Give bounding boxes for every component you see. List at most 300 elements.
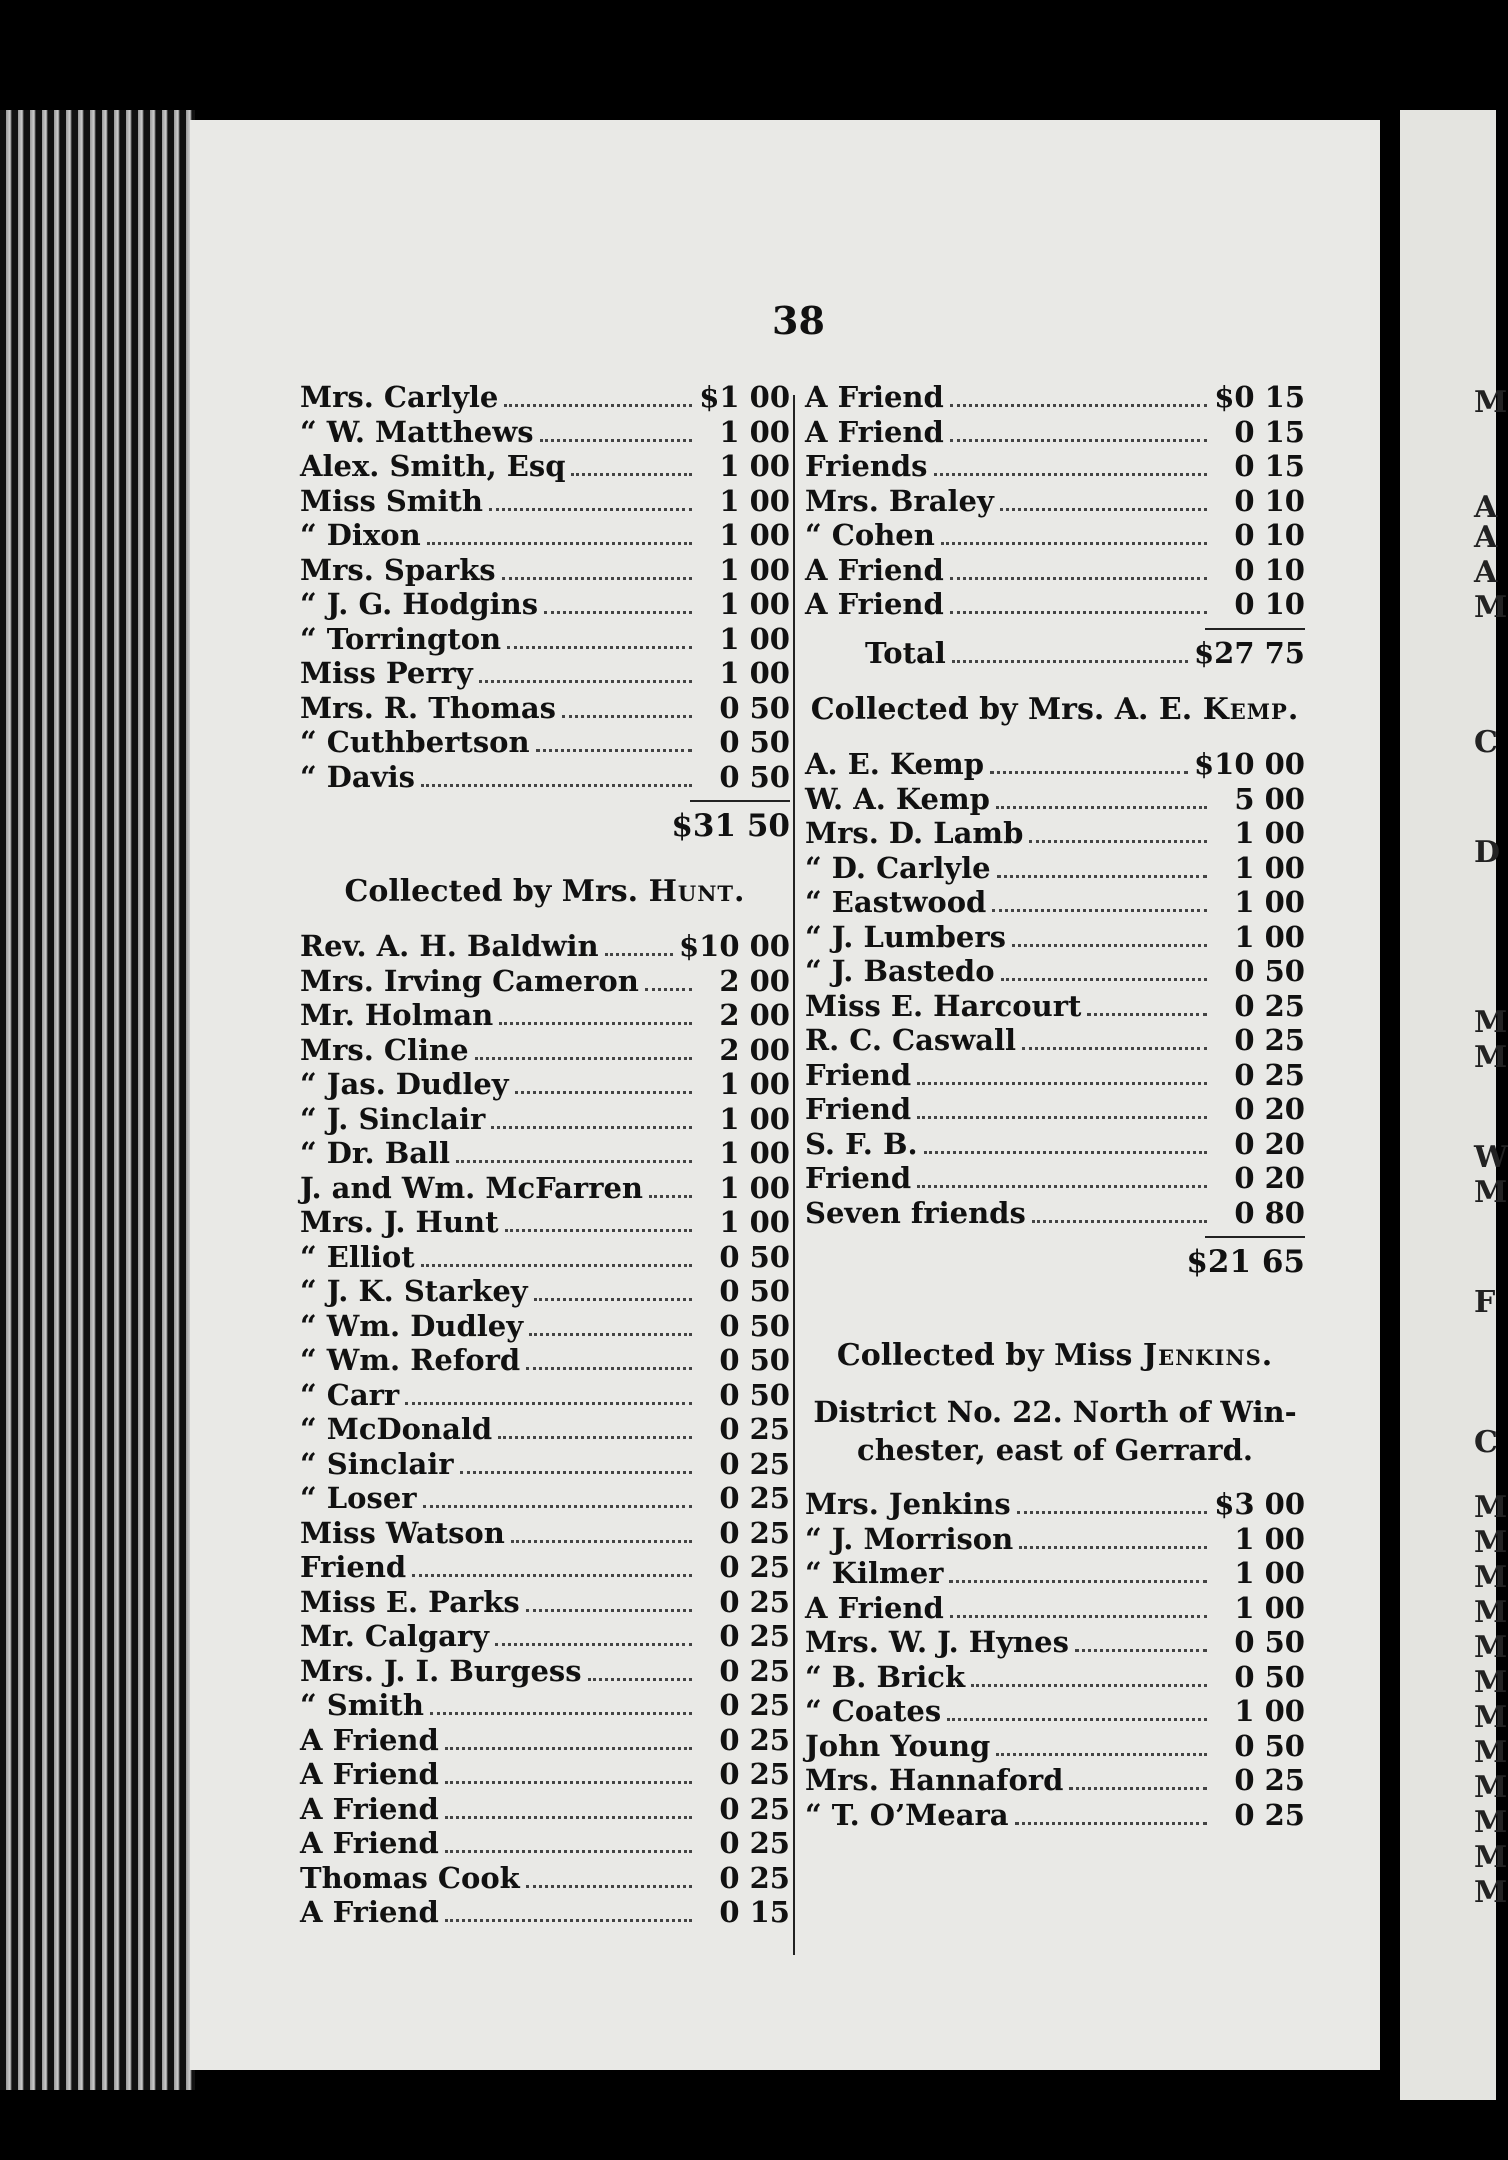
leader-dots: [502, 577, 692, 580]
page-number: 38: [772, 298, 825, 343]
leader-dots: [475, 1057, 692, 1060]
sum-rule: [690, 800, 790, 802]
donor-name: “ Torrington: [300, 621, 502, 656]
donor-name: A Friend: [805, 380, 944, 414]
donor-name: “ Kilmer: [805, 1556, 944, 1590]
facing-page-letter: M: [1474, 1805, 1508, 1840]
donation-amount: 0 25: [719, 1860, 790, 1895]
list-item: [805, 747, 1305, 782]
left-list-2: [300, 929, 790, 1930]
donor-name: Mrs. Sparks: [300, 552, 496, 587]
donor-name: Miss E. Harcourt: [805, 988, 1082, 1023]
donation-amount: 1 00: [719, 1136, 790, 1170]
leader-dots: [971, 1684, 1207, 1687]
donation-amount: 0 25: [719, 1826, 790, 1860]
donation-amount: 0 25: [719, 1791, 790, 1826]
donor-name: “ J. G. Hodgins: [300, 587, 539, 621]
right-group2-total: $21 65: [1186, 1244, 1305, 1280]
right-list-2: [805, 747, 1305, 1230]
leader-dots: [540, 439, 692, 442]
leader-dots: [1000, 508, 1207, 511]
donation-amount: 0 25: [1234, 1763, 1305, 1797]
donation-amount: 0 25: [719, 1412, 790, 1446]
donor-name: Friend: [805, 1057, 912, 1092]
leader-dots: [495, 1643, 692, 1646]
leader-dots: [996, 806, 1207, 809]
heading-prefix: Collected by Mrs. A. E.: [810, 692, 1193, 727]
leader-dots: [562, 715, 692, 718]
donation-amount: $1 00: [699, 380, 790, 414]
donation-amount: 0 25: [719, 1481, 790, 1515]
leader-dots: [950, 439, 1207, 442]
list-item: [805, 380, 1305, 415]
leader-dots: [947, 1718, 1207, 1721]
list-item: [805, 1487, 1305, 1522]
donation-amount: 1 00: [719, 1170, 790, 1205]
sum-rule: [1205, 1236, 1305, 1238]
donor-name: A Friend: [805, 414, 944, 449]
donation-amount: 0 80: [1234, 1195, 1305, 1230]
list-item: [805, 920, 1305, 955]
heading-hunt: [300, 874, 790, 909]
donation-amount: 1 00: [719, 1101, 790, 1136]
donation-amount: 0 25: [719, 1619, 790, 1653]
list-item: [805, 1694, 1305, 1729]
leader-dots: [423, 1505, 692, 1508]
list-item: [805, 1763, 1305, 1798]
donor-name: “ McDonald: [300, 1412, 493, 1446]
donor-name: “ J. K. Starkey: [300, 1274, 528, 1308]
donation-amount: 0 25: [719, 1688, 790, 1722]
donor-name: Miss Watson: [300, 1515, 505, 1550]
donor-name: Mrs. Hannaford: [805, 1763, 1064, 1797]
list-item: [300, 1792, 790, 1827]
donor-name: Miss Smith: [300, 483, 483, 518]
list-item: [805, 1729, 1305, 1764]
right-list-3: [805, 1487, 1305, 1832]
donor-name: Friend: [805, 1092, 912, 1126]
donation-amount: 0 10: [1234, 518, 1305, 552]
donor-name: “ J. Lumbers: [805, 919, 1006, 954]
district-line-1: District No. 22. North of Win-: [813, 1395, 1297, 1429]
heading-collector: Jenkins.: [1142, 1338, 1274, 1373]
leader-dots: [421, 1264, 692, 1267]
donation-amount: 1 00: [1234, 816, 1305, 850]
donation-amount: 0 50: [719, 1239, 790, 1274]
facing-page-letter: M: [1474, 1875, 1508, 1910]
donor-name: “ J. Bastedo: [805, 954, 995, 988]
donor-name: “ Carr: [300, 1377, 400, 1412]
heading-collector: Kemp.: [1202, 692, 1300, 727]
column-divider: [793, 395, 795, 1955]
donation-amount: 0 50: [719, 1308, 790, 1343]
donation-amount: 0 20: [1234, 1092, 1305, 1126]
facing-page-letter: M: [1474, 1595, 1508, 1630]
donor-name: Mrs. W. J. Hynes: [805, 1625, 1069, 1659]
donor-name: A Friend: [300, 1895, 439, 1929]
facing-page-letter: M: [1474, 1005, 1508, 1040]
leader-dots: [934, 473, 1207, 476]
donor-name: “ Dr. Ball: [300, 1136, 451, 1170]
district-note: [805, 1393, 1305, 1469]
list-item: [300, 1654, 790, 1689]
leader-dots: [645, 988, 692, 991]
list-item: [300, 1688, 790, 1723]
donation-amount: 0 50: [1234, 1659, 1305, 1694]
donation-amount: 0 25: [1234, 1023, 1305, 1057]
leader-dots: [445, 1781, 692, 1784]
facing-page-letter: M: [1474, 1560, 1508, 1595]
donor-name: “ Dixon: [300, 518, 421, 552]
leader-dots: [489, 508, 692, 511]
list-item: [805, 1660, 1305, 1695]
heading-prefix: Collected by Miss: [836, 1338, 1133, 1373]
heading-kemp: [805, 692, 1305, 727]
total-label: Total: [865, 635, 946, 670]
donation-amount: 1 00: [719, 621, 790, 656]
donation-amount: 0 25: [1234, 1057, 1305, 1092]
donation-amount: 1 00: [1234, 1521, 1305, 1556]
list-item: [805, 885, 1305, 920]
list-item: [300, 415, 790, 450]
donation-amount: 0 50: [719, 690, 790, 725]
leader-dots: [992, 909, 1207, 912]
donation-amount: 1 00: [719, 1205, 790, 1239]
facing-page-letter: M: [1474, 1490, 1508, 1525]
facing-page-letter: M: [1474, 1040, 1508, 1075]
donation-amount: 0 50: [1234, 1625, 1305, 1659]
donation-amount: 1 00: [719, 483, 790, 518]
leader-dots: [511, 1540, 692, 1543]
facing-page-letter: M: [1474, 1770, 1508, 1805]
donation-amount: 1 00: [719, 587, 790, 621]
donation-amount: 2 00: [719, 998, 790, 1032]
list-item: [300, 1585, 790, 1620]
facing-page-letter: M: [1474, 1840, 1508, 1875]
facing-page-letter: C: [1474, 725, 1498, 760]
donor-name: A Friend: [805, 587, 944, 621]
donation-amount: 0 25: [719, 1446, 790, 1481]
list-item: [300, 1826, 790, 1861]
leader-dots: [515, 1091, 692, 1094]
donor-name: A Friend: [805, 1590, 944, 1625]
leader-dots: [505, 1229, 692, 1232]
donation-amount: 0 25: [1234, 988, 1305, 1023]
donation-amount: 5 00: [1234, 781, 1305, 816]
list-item: [300, 656, 790, 691]
donation-amount: 0 25: [719, 1722, 790, 1757]
leader-dots: [412, 1574, 692, 1577]
donation-amount: 0 25: [719, 1653, 790, 1688]
leader-dots: [950, 1615, 1207, 1618]
list-item: [805, 782, 1305, 817]
list-item: [300, 587, 790, 622]
donation-amount: 1 00: [1234, 885, 1305, 919]
donation-amount: 1 00: [1234, 919, 1305, 954]
donor-name: Mrs. Irving Cameron: [300, 963, 639, 998]
donation-amount: 0 50: [1234, 954, 1305, 988]
donor-name: “ Jas. Dudley: [300, 1067, 509, 1101]
donation-amount: 0 20: [1234, 1126, 1305, 1161]
leader-dots: [529, 1333, 692, 1336]
donor-name: “ Loser: [300, 1481, 417, 1515]
donor-name: “ Wm. Dudley: [300, 1308, 524, 1343]
left-group1-total: $31 50: [671, 808, 790, 844]
leader-dots: [950, 577, 1207, 580]
donation-amount: 1 00: [1234, 1556, 1305, 1590]
donor-name: Rev. A. H. Baldwin: [300, 929, 599, 963]
leader-dots: [1069, 1787, 1207, 1790]
donor-name: W. A. Kemp: [805, 781, 990, 816]
list-item: [805, 851, 1305, 886]
donor-name: A Friend: [300, 1791, 439, 1826]
leader-dots: [430, 1712, 692, 1715]
list-item: [805, 1522, 1305, 1557]
sum-rule: [1205, 628, 1305, 630]
facing-page-letter: M: [1474, 385, 1508, 420]
leader-dots: [526, 1885, 692, 1888]
donation-amount: 0 25: [719, 1550, 790, 1584]
donation-amount: 0 50: [719, 759, 790, 794]
leader-dots: [1001, 978, 1207, 981]
list-item: [300, 1378, 790, 1413]
donation-amount: 0 50: [1234, 1728, 1305, 1763]
right-group1-total-row: [805, 636, 1305, 671]
donor-name: R. C. Caswall: [805, 1023, 1017, 1057]
donor-name: Alex. Smith, Esq: [300, 449, 566, 483]
donation-amount: 0 15: [719, 1895, 790, 1929]
list-item: [805, 553, 1305, 588]
leader-dots: [427, 542, 692, 545]
donor-name: “ B. Brick: [805, 1659, 966, 1694]
leader-dots: [588, 1678, 692, 1681]
donor-name: “ J. Sinclair: [300, 1101, 486, 1136]
donation-amount: 0 25: [719, 1515, 790, 1550]
donation-amount: $10 00: [679, 929, 790, 963]
donor-name: Miss Perry: [300, 656, 473, 690]
donation-amount: 0 15: [1234, 449, 1305, 483]
donor-name: Friend: [300, 1550, 407, 1584]
leader-dots: [1019, 1546, 1207, 1549]
leader-dots: [1032, 1220, 1207, 1223]
leader-dots: [917, 1185, 1207, 1188]
facing-page-letter: A: [1474, 520, 1498, 555]
donation-amount: 0 50: [719, 1343, 790, 1377]
heading-prefix: Collected by Mrs.: [344, 874, 639, 909]
leader-dots: [504, 404, 692, 407]
donor-name: A Friend: [300, 1722, 439, 1757]
facing-page-letter: W: [1474, 1140, 1508, 1175]
donor-name: Mrs. Braley: [805, 483, 994, 518]
list-item: [300, 518, 790, 553]
donation-amount: $10 00: [1194, 747, 1305, 781]
donation-amount: 1 00: [719, 552, 790, 587]
donation-amount: 2 00: [719, 1032, 790, 1067]
leader-dots: [1022, 1047, 1207, 1050]
donation-amount: $3 00: [1214, 1487, 1305, 1521]
leader-dots: [1087, 1013, 1207, 1016]
donation-amount: 0 50: [719, 1274, 790, 1308]
donor-name: A. E. Kemp: [805, 747, 984, 781]
donation-amount: 1 00: [719, 414, 790, 449]
donor-name: “ Cuthbertson: [300, 725, 530, 759]
list-item: [300, 1033, 790, 1068]
leader-dots: [571, 473, 692, 476]
donor-name: A Friend: [805, 552, 944, 587]
leader-dots: [405, 1402, 692, 1405]
donor-name: Mrs. R. Thomas: [300, 690, 557, 725]
list-item: [300, 1550, 790, 1585]
leader-dots: [498, 1436, 692, 1439]
list-item: [805, 1196, 1305, 1231]
heading-collector: Hunt.: [648, 874, 746, 909]
list-item: [805, 1058, 1305, 1093]
list-item: [300, 449, 790, 484]
left-list-1: [300, 380, 790, 794]
leader-dots: [499, 1022, 692, 1025]
leader-dots: [952, 660, 1188, 663]
leader-dots: [460, 1471, 692, 1474]
list-item: [300, 1412, 790, 1447]
donor-name: Thomas Cook: [300, 1860, 520, 1895]
list-item: [300, 760, 790, 795]
donation-amount: $0 15: [1214, 380, 1305, 414]
list-item: [805, 1023, 1305, 1058]
donation-amount: 1 00: [719, 518, 790, 552]
leader-dots: [507, 646, 692, 649]
facing-page-letter: M: [1474, 1525, 1508, 1560]
leader-dots: [445, 1816, 692, 1819]
leader-dots: [526, 1367, 692, 1370]
donation-amount: 0 20: [1234, 1161, 1305, 1195]
list-item: [805, 1556, 1305, 1591]
donation-amount: 1 00: [1234, 850, 1305, 885]
leader-dots: [491, 1126, 692, 1129]
list-item: [805, 415, 1305, 450]
leader-dots: [421, 784, 692, 787]
leader-dots: [950, 404, 1207, 407]
list-item: [300, 1067, 790, 1102]
facing-page-letter: F: [1474, 1285, 1496, 1320]
leader-dots: [605, 953, 673, 956]
donor-name: “ Davis: [300, 759, 415, 794]
list-item: [300, 1343, 790, 1378]
facing-page-letter: M: [1474, 1630, 1508, 1665]
leader-dots: [1015, 1822, 1207, 1825]
donor-name: Mrs. D. Lamb: [805, 816, 1024, 850]
facing-page-letter: A: [1474, 555, 1498, 590]
donor-name: “ Elliot: [300, 1239, 415, 1274]
donor-name: “ Smith: [300, 1688, 424, 1722]
list-item: [300, 1309, 790, 1344]
leader-dots: [990, 771, 1188, 774]
leader-dots: [996, 1753, 1207, 1756]
total-amount: $27 75: [1194, 635, 1305, 670]
donation-amount: 1 00: [719, 449, 790, 483]
list-item: [805, 1161, 1305, 1196]
donation-amount: 0 50: [719, 1377, 790, 1412]
donor-name: “ Eastwood: [805, 885, 987, 919]
donor-name: “ Wm. Reford: [300, 1343, 521, 1377]
leader-dots: [445, 1919, 692, 1922]
leader-dots: [536, 749, 692, 752]
list-item: [300, 1723, 790, 1758]
list-item: [300, 484, 790, 519]
list-item: [805, 1798, 1305, 1833]
list-item: [805, 1591, 1305, 1626]
donor-name: John Young: [805, 1728, 991, 1763]
donor-name: Mrs. J. I. Burgess: [300, 1653, 582, 1688]
leader-dots: [1012, 944, 1207, 947]
list-item: [805, 484, 1305, 519]
leader-dots: [1029, 840, 1207, 843]
donation-amount: 2 00: [719, 963, 790, 998]
donation-amount: 0 10: [1234, 483, 1305, 518]
list-item: [300, 964, 790, 999]
leader-dots: [949, 1580, 1207, 1583]
donor-name: “ T. O’Meara: [805, 1797, 1009, 1832]
donation-amount: 0 15: [1234, 414, 1305, 449]
facing-page-letter: M: [1474, 590, 1508, 625]
donation-amount: 0 10: [1234, 552, 1305, 587]
donor-name: A Friend: [300, 1826, 439, 1860]
donation-amount: 1 00: [719, 1067, 790, 1101]
donor-name: “ Cohen: [805, 518, 935, 552]
leader-dots: [941, 542, 1207, 545]
list-item: [300, 1757, 790, 1792]
list-item: [300, 725, 790, 760]
list-item: [300, 1481, 790, 1516]
list-item: [300, 1171, 790, 1206]
list-item: [805, 1127, 1305, 1162]
list-item: [805, 518, 1305, 553]
donor-name: Seven friends: [805, 1195, 1026, 1230]
facing-page-letter: M: [1474, 1735, 1508, 1770]
list-item: [300, 1895, 790, 1930]
facing-page-letter: M: [1474, 1175, 1508, 1210]
facing-page-letter: A: [1474, 490, 1498, 525]
leader-dots: [917, 1116, 1207, 1119]
list-item: [300, 929, 790, 964]
donor-name: “ Sinclair: [300, 1446, 454, 1481]
right-list-1: [805, 380, 1305, 622]
list-item: [300, 1136, 790, 1171]
donation-amount: 0 10: [1234, 587, 1305, 621]
donor-name: Mrs. J. Hunt: [300, 1205, 499, 1239]
leader-dots: [1017, 1511, 1207, 1514]
leader-dots: [534, 1298, 692, 1301]
donor-name: Miss E. Parks: [300, 1584, 520, 1619]
facing-page-letter: M: [1474, 1700, 1508, 1735]
donor-name: Friend: [805, 1161, 912, 1195]
donor-name: “ D. Carlyle: [805, 850, 991, 885]
donor-name: S. F. B.: [805, 1126, 918, 1161]
list-item: [300, 1619, 790, 1654]
list-item: [300, 1102, 790, 1137]
leader-dots: [649, 1195, 692, 1198]
donation-amount: 1 00: [1234, 1590, 1305, 1625]
list-item: [300, 553, 790, 588]
leader-dots: [456, 1160, 692, 1163]
list-item: [300, 998, 790, 1033]
donation-amount: 0 50: [719, 725, 790, 759]
leader-dots: [479, 680, 692, 683]
donor-name: Mrs. Carlyle: [300, 380, 499, 414]
donation-amount: 0 25: [1234, 1797, 1305, 1832]
list-item: [300, 691, 790, 726]
donation-amount: 0 25: [719, 1584, 790, 1619]
list-item: [805, 449, 1305, 484]
